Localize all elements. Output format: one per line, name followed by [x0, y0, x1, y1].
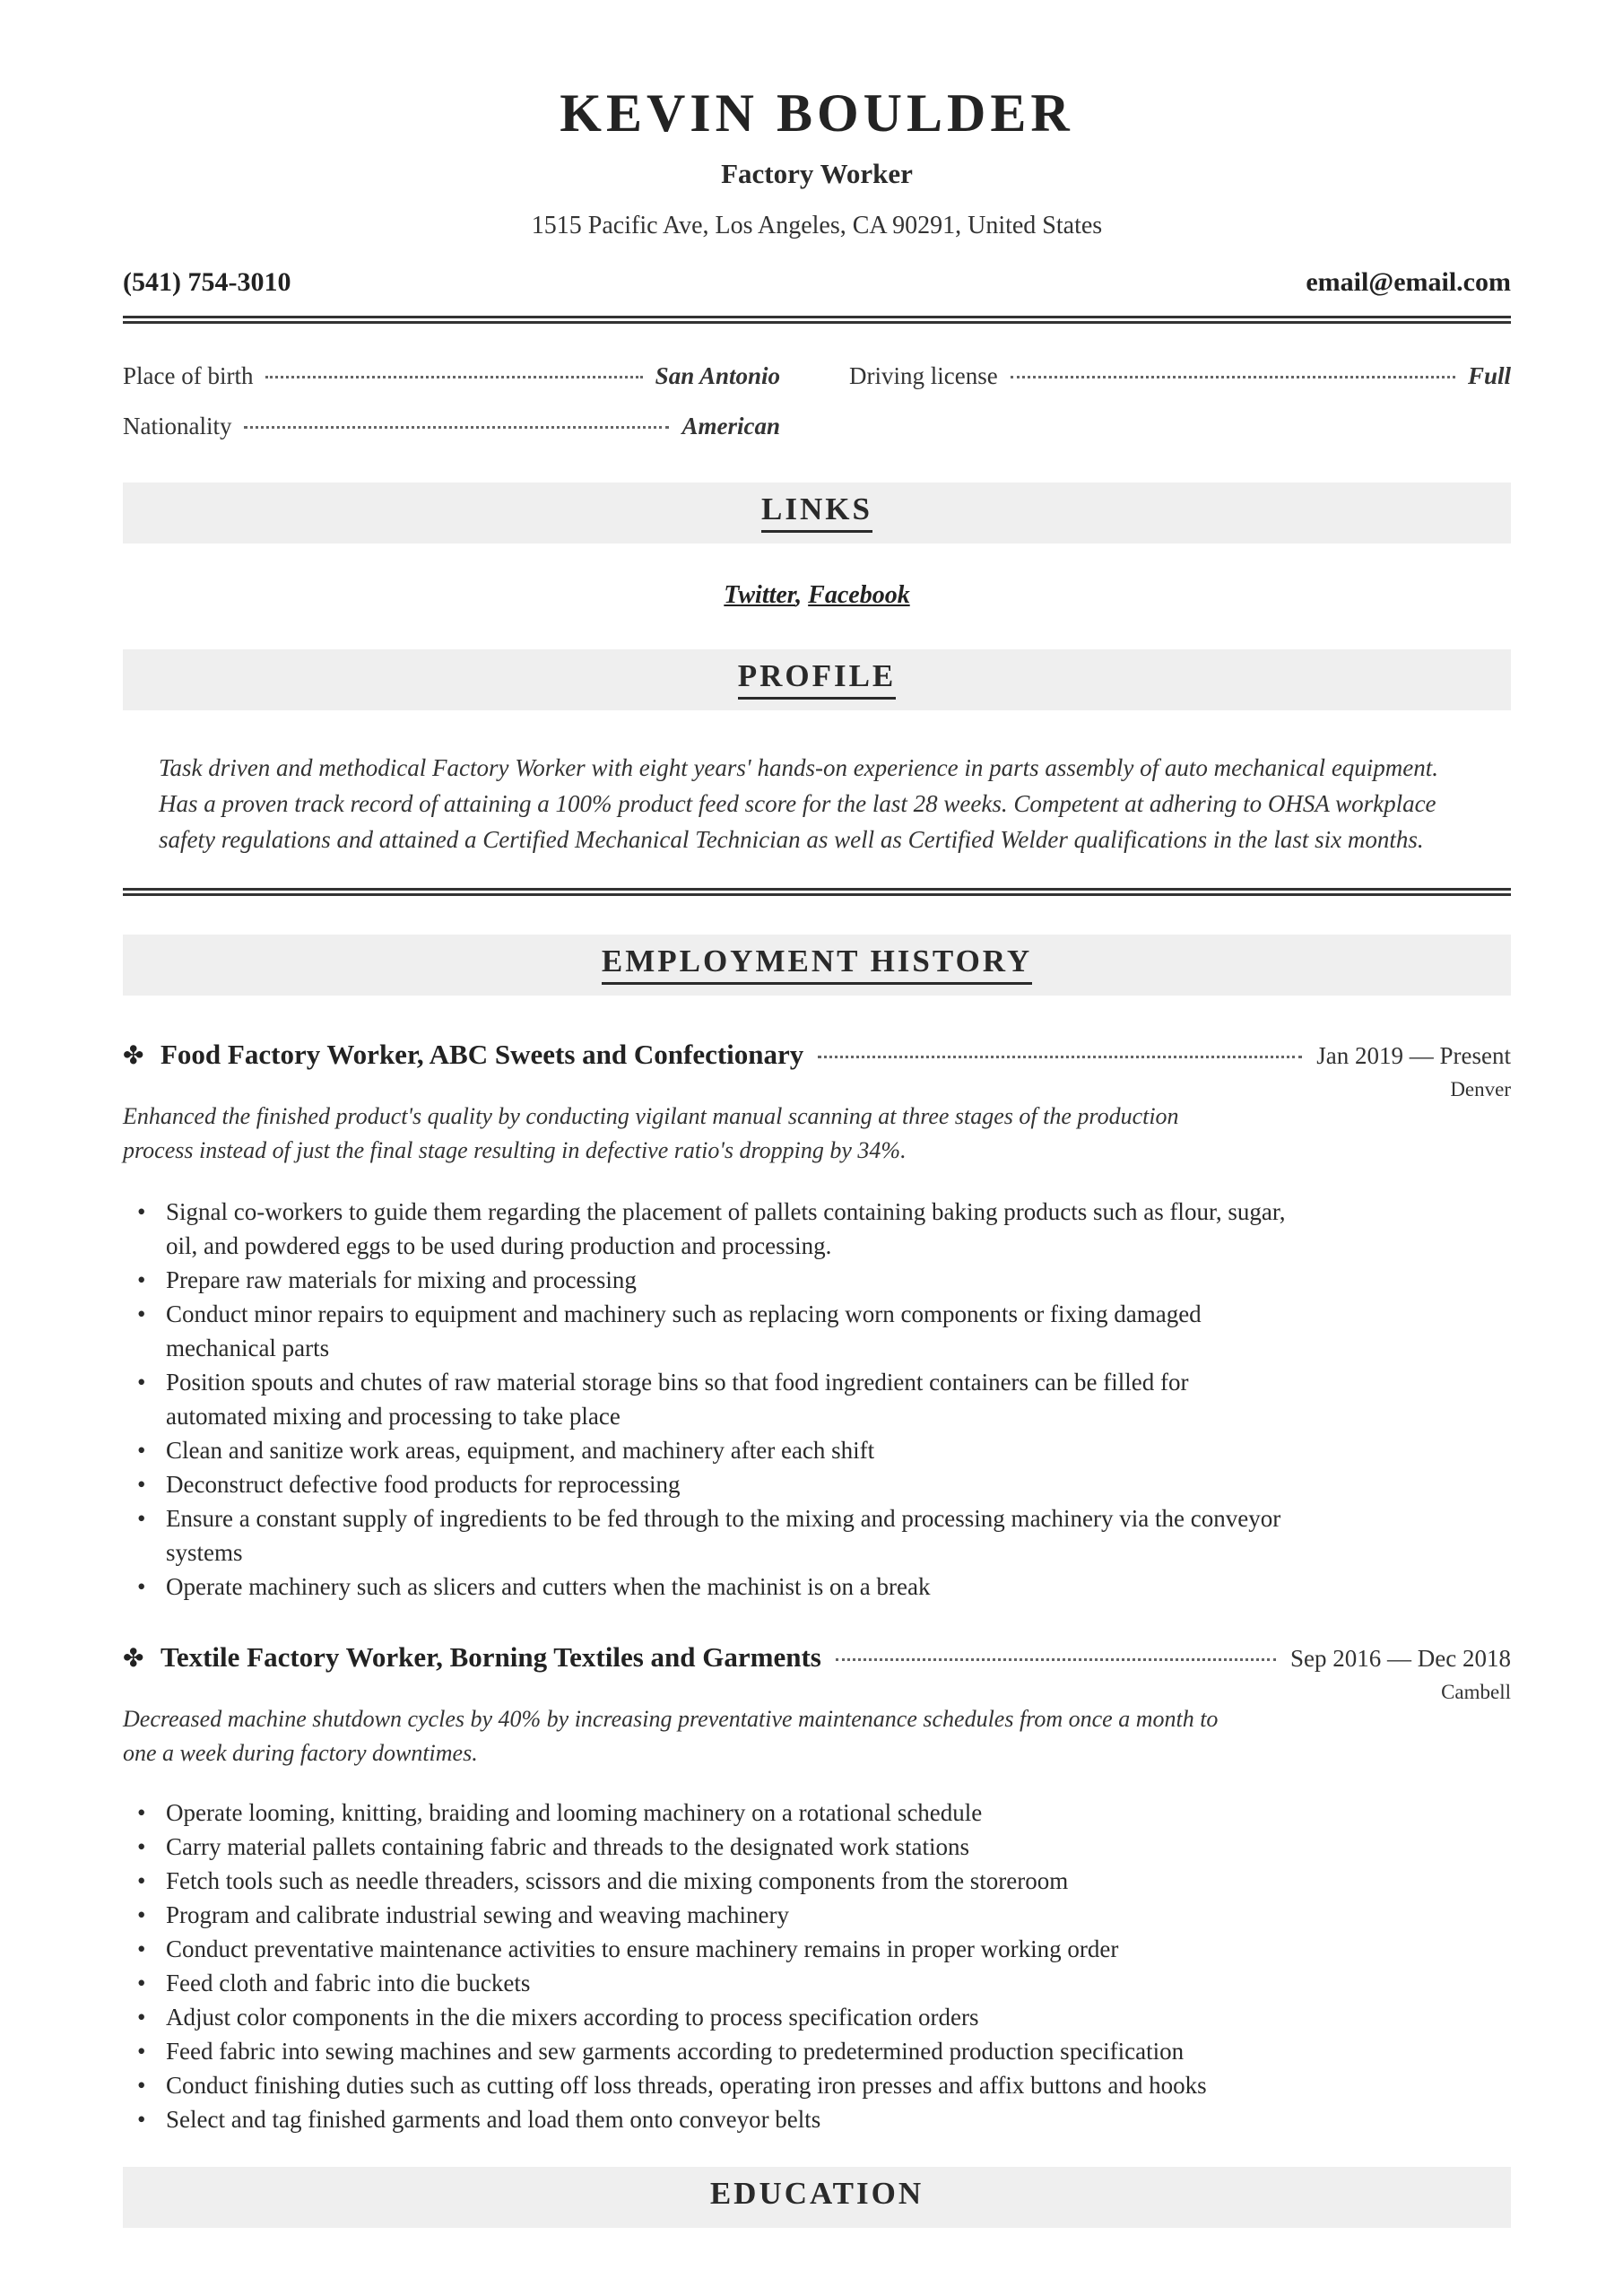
list-item: • Program and calibrate industrial sewing and weaving machinery [166, 1898, 1287, 1932]
list-item: • Operate machinery such as slicers and cutters when the machinist is on a break [166, 1570, 1287, 1604]
dot-leader [244, 426, 669, 429]
list-item: • Feed cloth and fabric into die buckets [166, 1966, 1287, 2000]
job-header [123, 1039, 1511, 1078]
job-dates: Sep 2016 — Dec 2018 [1290, 1645, 1511, 1672]
four-petal-flower-icon: ✤ [123, 1042, 144, 1070]
dot-leader [1011, 376, 1455, 378]
section-header-links [123, 483, 1511, 544]
section-header-employment [123, 935, 1511, 996]
section-title-employment: EMPLOYMENT HISTORY [602, 944, 1032, 985]
candidate-name: KEVIN BOULDER [560, 83, 1074, 143]
section-title-education: EDUCATION [709, 2176, 924, 2211]
list-item: • Position spouts and chutes of raw material storage bins so that food ingredient containers can be filled for automated mixing and processing to take place [166, 1365, 1287, 1433]
job-dates: Jan 2019 — Present [1316, 1042, 1511, 1069]
job-header [123, 1641, 1511, 1681]
list-item: • Conduct finishing duties such as cutting off loss threads, operating iron presses and affix buttons and hooks [166, 2068, 1287, 2102]
list-item: • Fetch tools such as needle threaders, scissors and die mixing components from the storeroom [166, 1864, 1287, 1898]
nationality-label: Nationality [123, 413, 232, 439]
facebook-link[interactable]: Facebook [808, 581, 910, 609]
driving-license-label: Driving license [849, 362, 998, 389]
list-item: • Carry material pallets containing fabric and threads to the designated work stations [166, 1830, 1287, 1864]
job-summary: Decreased machine shutdown cycles by 40% by increasing preventative maintenance schedules from once a month to one a week during factory downtimes. [123, 1706, 1219, 1766]
job-entry [123, 1039, 1511, 1604]
section-title-profile: PROFILE [738, 658, 897, 700]
job-location: Denver [1450, 1078, 1511, 1100]
list-item: • Adjust color components in the die mixers according to process specification orders [166, 2000, 1287, 2034]
job-bullet-list [123, 1195, 1287, 1604]
section-header-education [123, 2167, 1511, 2228]
driving-license-value: Full [1467, 362, 1511, 389]
candidate-title: Factory Worker [721, 158, 913, 189]
list-item: • Clean and sanitize work areas, equipment, and machinery after each shift [166, 1433, 1287, 1467]
four-petal-flower-icon: ✤ [123, 1645, 144, 1673]
section-title-links: LINKS [761, 491, 872, 533]
job-location: Cambell [1441, 1681, 1511, 1703]
candidate-address: 1515 Pacific Ave, Los Angeles, CA 90291, United States [531, 212, 1103, 239]
dot-leader [265, 376, 642, 378]
profile-divider [123, 888, 1511, 896]
job-entry [123, 1641, 1511, 2161]
twitter-link[interactable]: Twitter [724, 581, 796, 609]
profile-text: Task driven and methodical Factory Worker with eight years' hands-on experience in parts assembly of auto mechanical equipment. Has a proven track record of attaining a 100% product feed score for the last 28 weeks. Competent at adhering to OHSA workplace safety regulations and attained a Certified Mechanical Technician as well as Certified Welder qualifications in the last six months. [159, 754, 1439, 853]
job-title: Food Factory Worker, ABC Sweets and Confectionary [161, 1039, 804, 1070]
detail-place-of-birth [123, 362, 780, 395]
email-address[interactable]: email@email.com [1306, 267, 1511, 297]
links-separator: , [795, 581, 809, 609]
list-item: • Prepare raw materials for mixing and processing [166, 1263, 1287, 1297]
list-item: • Conduct preventative maintenance activities to ensure machinery remains in proper working order [166, 1932, 1287, 1966]
phone-number[interactable]: (541) 754-3010 [123, 267, 291, 297]
header-divider [123, 316, 1511, 324]
list-item: • Ensure a constant supply of ingredients to be fed through to the mixing and processing machinery via the conveyor systems [166, 1501, 1287, 1570]
detail-driving-license [849, 362, 1511, 395]
nationality-value: American [681, 413, 780, 439]
dot-leader [818, 1056, 1302, 1058]
contact-row [123, 267, 1511, 303]
place-of-birth-label: Place of birth [123, 362, 254, 389]
list-item: • Conduct minor repairs to equipment and machinery such as replacing worn components or fixing damaged mechanical parts [166, 1297, 1287, 1365]
list-item: • Feed fabric into sewing machines and sew garments according to predetermined production specification [166, 2034, 1287, 2068]
job-title: Textile Factory Worker, Borning Textiles and Garments [161, 1641, 821, 1673]
place-of-birth-value: San Antonio [655, 362, 780, 389]
list-item: • Operate looming, knitting, braiding and looming machinery on a rotational schedule [166, 1796, 1287, 1830]
links-row [123, 581, 1511, 610]
dot-leader [836, 1658, 1276, 1661]
detail-nationality [123, 413, 780, 445]
job-bullet-list [123, 1796, 1287, 2136]
list-item: • Select and tag finished garments and load them onto conveyor belts [166, 2102, 1287, 2136]
list-item: • Signal co-workers to guide them regarding the placement of pallets containing baking products such as flour, sugar, oil, and powdered eggs to be used during production and processing. [166, 1195, 1287, 1263]
section-header-profile [123, 649, 1511, 710]
job-summary: Enhanced the finished product's quality by conducting vigilant manual scanning at three stages of the production process instead of just the final stage resulting in defective ratio's dropping by 34%. [123, 1103, 1179, 1163]
list-item: • Deconstruct defective food products for reprocessing [166, 1467, 1287, 1501]
